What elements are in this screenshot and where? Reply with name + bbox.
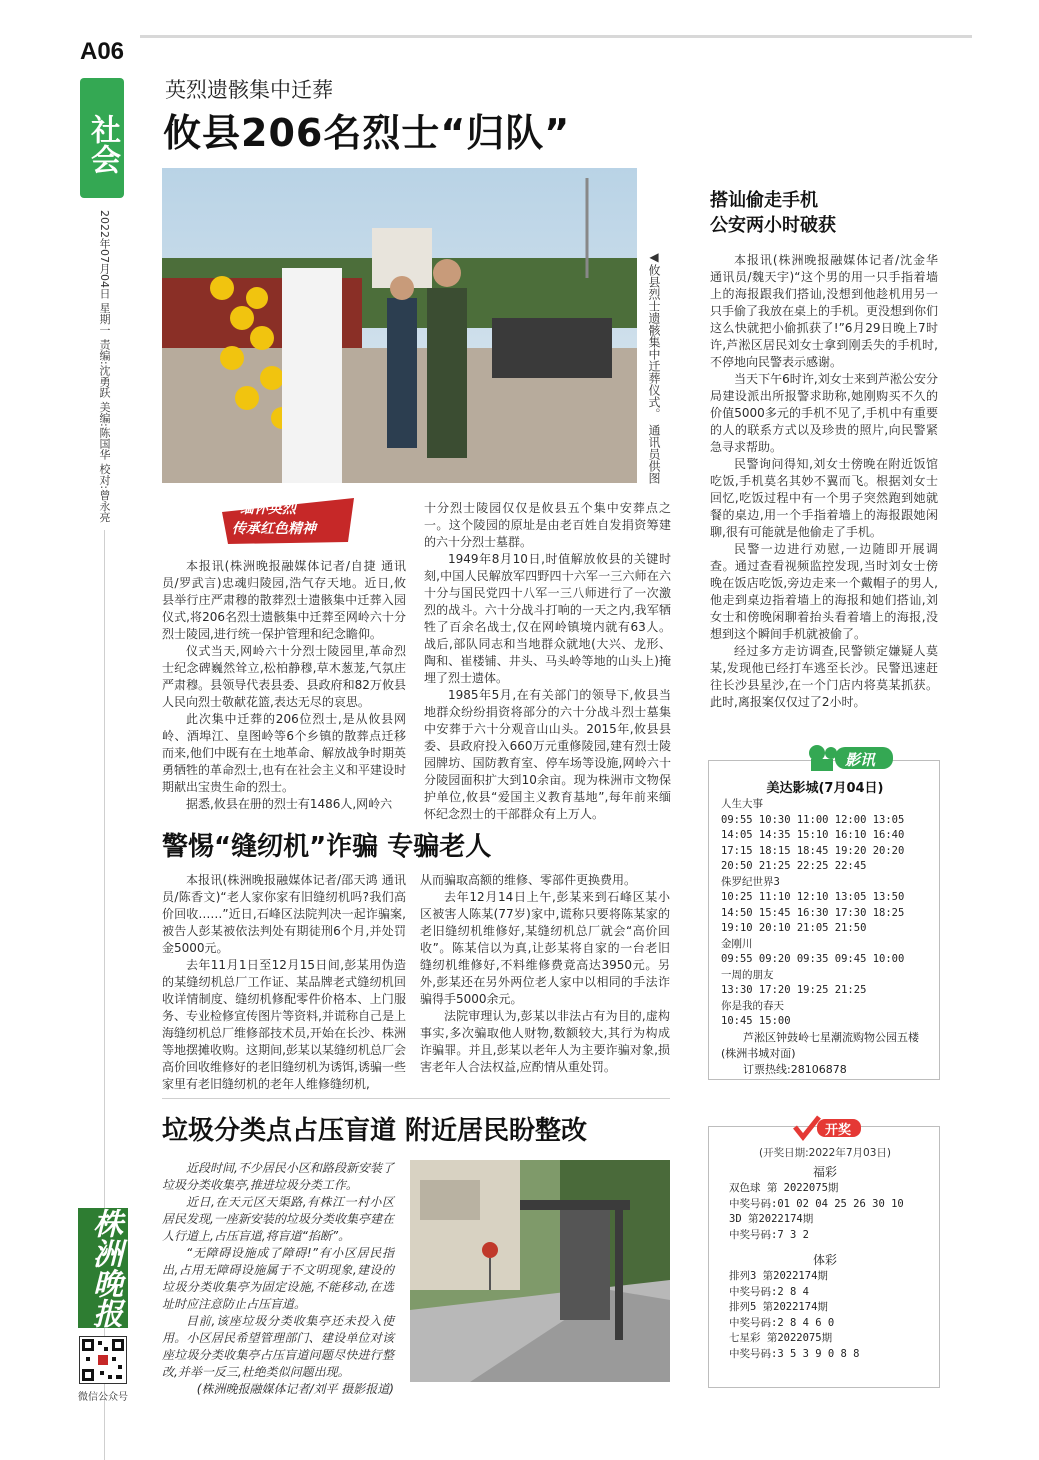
schedule-line: 09:55 10:30 11:00 12:00 13:05 bbox=[721, 813, 905, 826]
story2-paragraph: 当天下午6时许,刘女士来到芦淞公安分局建设派出所报警求助称,她刚购买不久的价值5000多元的手机不见了,手机中有重要的人的联系方式以及珍贵的照片,向民警紧急寻求帮助。 bbox=[710, 372, 938, 454]
schedule-line: 10:45 15:00 bbox=[721, 1015, 791, 1027]
story1-kicker: 英烈遗骸集中迁葬 bbox=[165, 78, 333, 102]
cinema-icon-label: 影讯 bbox=[845, 751, 876, 769]
schedule-line: 20:50 21:25 22:25 22:45 bbox=[721, 860, 867, 872]
ceremony-photo bbox=[162, 168, 637, 483]
story2-paragraph: 民警询问得知,刘女士傍晚在附近饭馆吃饭,手机莫名其妙不翼而飞。根据刘女士回忆,吃饭过程中有一个男子突然跑到她就餐的桌边,用一个手指着墙上的海报跟她闲聊,很有可能就是他偷走了手机。 bbox=[710, 457, 938, 539]
fucai-results bbox=[729, 1181, 935, 1243]
story1-paragraph: 十分烈士陵园仅仅是攸县五个集中安葬点之一。这个陵园的原址是由老百姓自发捐资筹建的六十分烈士墓群。 bbox=[424, 501, 671, 549]
cinema-address: 芦淞区钟鼓岭七星潮流购物公园五楼(株洲书城对面) bbox=[721, 1030, 919, 1060]
qr-label: 微信公众号 bbox=[78, 1392, 128, 1403]
lottery-box bbox=[708, 1123, 940, 1388]
story4-paragraph: 近段时间,不少居民小区和路段新安装了垃圾分类收集亭,推进垃圾分类工作。 bbox=[162, 1161, 394, 1192]
story4-paragraph: 近日,在天元区天渠路,有株江一村小区居民发现,一座新安装的垃圾分类收集亭建在人行道上,占压盲道,将盲道“掐断”。 bbox=[162, 1195, 394, 1243]
schedule-line: 金刚川 bbox=[721, 937, 753, 950]
story2-headline-line1: 搭讪偷走手机 bbox=[710, 190, 818, 211]
top-rule bbox=[140, 35, 972, 38]
schedule-line: 你是我的春天 bbox=[721, 999, 784, 1012]
lottery-line: 中奖号码:3 5 3 9 0 8 8 bbox=[729, 1347, 860, 1360]
sorting-kiosk-photo bbox=[410, 1160, 670, 1382]
badge-line1: 缅怀英烈 bbox=[240, 501, 296, 517]
story4-paragraph: 目前,该座垃圾分类收集亭还未投入使用。小区居民希望管理部门、建设单位对该座垃圾分类收集亭占压盲道问题尽快进行整改,并举一反三,杜绝类似问题出现。 bbox=[162, 1314, 394, 1379]
story2-paragraph: 经过多方走访调查,民警锁定嫌疑人莫某,发现他已经打车逃至长沙。民警迅速赶往长沙县星沙,在一个门店内将莫某抓获。此时,离报案仅仅过了2小时。 bbox=[710, 644, 938, 709]
section-tag: 社会 bbox=[80, 78, 124, 198]
schedule-line: 14:50 15:45 16:30 17:30 18:25 bbox=[721, 906, 905, 919]
lottery-line: 双色球 第 2022075期 bbox=[729, 1182, 839, 1194]
cinema-title: 美达影城(7月04日) bbox=[766, 781, 884, 796]
cinema-schedule bbox=[721, 797, 933, 1078]
side-dateline: 2022年07月04日 星期一 责编:沈勇跃 美编:陈国华 校对:曾永亮 bbox=[98, 210, 111, 523]
schedule-line: 人生大事 bbox=[721, 798, 763, 810]
story2-paragraph: 本报讯(株洲晚报融媒体记者/沈金华 通讯员/魏天宇)“这个男的用一只手指着墙上的海报跟我们搭讪,没想到他趁机用另一只手偷了我放在桌上的手机。更没想到你们这么快就把小偷抓获了!”6月29日晚上7时许,芦淞区居民刘女士拿到刚丢失的手机时,不停地向民警表示感谢。 bbox=[710, 253, 939, 369]
story1-paragraph: 据悉,攸县在册的烈士有1486人,网岭六 bbox=[186, 797, 393, 811]
schedule-line: 一周的朋友 bbox=[721, 968, 774, 981]
story2-paragraph: 民警一边进行劝慰,一边随即开展调查。通过查看视频监控发现,当时刘女士傍晚在饭店吃饭,旁边走来一个戴帽子的男人,他走到桌边指着墙上的海报和她们搭讪,刘女士和傍晚闲聊着抬头看着墙上的海报,没想到这个瞬间手机就被偷了。 bbox=[710, 542, 938, 641]
section-divider bbox=[162, 1098, 670, 1099]
qr-code-icon[interactable] bbox=[79, 1336, 127, 1384]
lottery-line: 中奖号码:2 8 4 6 0 bbox=[729, 1316, 835, 1329]
lottery-icon-label: 开奖 bbox=[825, 1123, 852, 1138]
lottery-line: 中奖号码:01 02 04 25 26 30 10 bbox=[729, 1197, 904, 1210]
story4-headline: 垃圾分类点占压盲道 附近居民盼整改 bbox=[162, 1116, 588, 1146]
story1-headline: 攸县206名烈士“归队” bbox=[163, 111, 571, 155]
story4-credit: (株洲晚报融媒体记者/刘平 摄影报道) bbox=[196, 1382, 394, 1396]
story1-paragraph: 本报讯(株洲晚报融媒体记者/自捷 通讯员/罗武言)忠魂归陵园,浩气存天地。近日,攸县举行庄严肃穆的散葬烈士遗骸集中迁葬入园仪式,将206名烈士遗骸集中迁葬至网岭六十分烈士陵园,进行统一保护管理和纪念瞻仰。 bbox=[162, 559, 406, 641]
schedule-line: 10:25 11:10 12:10 13:05 13:50 bbox=[721, 891, 905, 903]
badge-line2: 传承红色精神 bbox=[232, 521, 316, 537]
story3-paragraph: 去年11月1日至12月15日间,彭某用伪造的某缝纫机总厂工作证、某品牌老式缝纫机回收详情制度、缝纫机修配零件价格本、上门服务、专业检修宣传图片等资料,并谎称自己是上海缝纫机总厂维修部技术员,开始在长沙、株洲等地摆摊收购。这期间,彭某以某缝纫机总厂会高价回收维修好的老旧缝纫机为诱饵,诱骗一些家里有老旧缝纫机的老年人维修缝纫机, bbox=[162, 958, 406, 1091]
ticai-title: 体彩 bbox=[812, 1253, 837, 1267]
schedule-line: 19:10 20:10 21:05 21:50 bbox=[721, 922, 867, 934]
story3-paragraph: 从而骗取高额的维修、零部件更换费用。 bbox=[420, 873, 637, 887]
schedule-line: 13:30 17:20 19:25 21:25 bbox=[721, 984, 867, 996]
schedule-line: 17:15 18:15 18:45 19:20 20:20 bbox=[721, 844, 905, 857]
lottery-line: 中奖号码:7 3 2 bbox=[729, 1228, 809, 1241]
story3-column2 bbox=[420, 872, 670, 1076]
story3-paragraph: 去年12月14日上午,彭某来到石峰区某小区被害人陈某(77岁)家中,谎称只要将陈某家的老旧缝纫机维修好,某缝纫机总厂就会“高价回收”。陈某信以为真,让彭某将自家的一台老旧缝纫机维修好,不料维修费竟高达3950元。另外,彭某还在另外两位老人家中以相同的手法诈骗得手5000余元。 bbox=[420, 890, 670, 1006]
lottery-line: 中奖号码:2 8 4 bbox=[729, 1285, 809, 1298]
lottery-line: 排列3 第2022174期 bbox=[729, 1270, 828, 1282]
check-icon bbox=[791, 1115, 863, 1141]
story1-paragraph: 1949年8月10日,时值解放攸县的关键时刻,中国人民解放军四野四十六军一三六师在六十分与国民党四十八军一三八师进行了一次激烈的战斗。六十分战斗打响的一天之内,我军牺牲了百余名战士,仅在网岭镇境内就有63人。战后,部队同志和当地群众就地(大兴、龙形、陶和、崔楼铺、井头、马头岭等地的山头上)掩埋了烈士遗体。 bbox=[424, 552, 671, 685]
newspaper-logo: 株洲晚报 bbox=[78, 1208, 128, 1328]
story1-paragraph: 此次集中迁葬的206位烈士,是从攸县网岭、酒埠江、皇图岭等6个乡镇的散葬点迁移而来,他们中既有在土地革命、解放战争时期英勇牺牲的革命烈士,也有在社会主义和平建设时期献出宝贵生命的烈士。 bbox=[162, 712, 406, 794]
cinema-box bbox=[708, 751, 940, 1080]
story1-paragraph: 仪式当天,网岭六十分烈士陵园里,革命烈士纪念碑巍然耸立,松柏静穆,草木葱茏,气氛庄严肃穆。县领导代表县委、县政府和82万攸县人民向烈士敬献花篮,表达无尽的哀思。 bbox=[162, 644, 406, 709]
schedule-line: 14:05 14:35 15:10 16:10 16:40 bbox=[721, 829, 905, 841]
schedule-line: 侏罗纪世界3 bbox=[721, 875, 780, 888]
lottery-line: 排列5 第2022174期 bbox=[729, 1301, 828, 1313]
story1-column2 bbox=[424, 500, 671, 823]
story1-paragraph: 1985年5月,在有关部门的领导下,攸县当地群众纷纷捐资将部分的六十分战斗烈士墓集中安葬于六十分观音山山头。2015年,攸县县委、县政府投入660万元重修陵园,建有烈士陵园牌坊、国防教育室、停车场等设施,网岭六十分陵园面积扩大到10余亩。现为株洲市文物保护单位,攸县“爱国主义教育基地”,每年前来缅怀纪念烈士的干部群众有上万人。 bbox=[424, 688, 671, 821]
story3-headline: 警惕“缝纫机”诈骗 专骗老人 bbox=[162, 832, 492, 862]
photo-caption: ◀攸县烈士遗骸集中迁葬仪式。 通讯员供图 bbox=[647, 250, 661, 484]
fucai-title: 福彩 bbox=[812, 1165, 837, 1179]
schedule-line: 09:55 09:20 09:35 09:45 10:00 bbox=[721, 953, 905, 965]
story3-paragraph: 法院审理认为,彭某以非法占有为目的,虚构事实,多次骗取他人财物,数额较大,其行为构成诈骗罪。并且,彭某以老年人为主要诈骗对象,损害老年人合法权益,应酌情从重处罚。 bbox=[420, 1009, 670, 1074]
story2-headline-line2: 公安两小时破获 bbox=[710, 215, 836, 236]
story3-column1 bbox=[162, 872, 406, 1093]
story2-body bbox=[710, 252, 938, 711]
film-icon bbox=[805, 743, 897, 775]
story4-paragraph: “无障碍设施成了障碍!”有小区居民指出,占用无障碍设施属于不文明现象,建设的垃圾分类收集亭为固定设施,不能移动,在选址时应注意防止占压盲道。 bbox=[162, 1246, 394, 1311]
commemoration-badge bbox=[218, 492, 358, 548]
lottery-date: (开奖日期:2022年7月03日) bbox=[759, 1147, 891, 1159]
story3-paragraph: 本报讯(株洲晚报融媒体记者/邵天鸿 通讯员/陈香文)“老人家你家有旧缝纫机吗?我们高价回收……”近日,石峰区法院判决一起诈骗案,被告人彭某被依法判处有期徒刑6个月,并处罚金5000元。 bbox=[162, 873, 406, 955]
cinema-hotline: 订票热线:28106878 bbox=[743, 1062, 847, 1076]
story4-body bbox=[162, 1160, 394, 1398]
story2-headline bbox=[710, 188, 836, 238]
story1-column1 bbox=[162, 558, 406, 813]
lottery-line: 3D 第2022174期 bbox=[729, 1213, 814, 1225]
page-number: A06 bbox=[80, 38, 125, 65]
lottery-line: 七星彩 第2022075期 bbox=[729, 1332, 833, 1344]
ticai-results bbox=[729, 1269, 935, 1362]
